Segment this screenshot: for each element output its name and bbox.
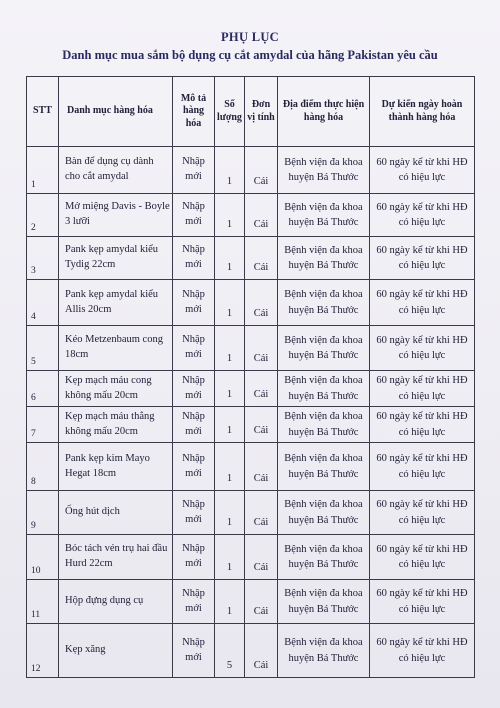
row-stt: 4 — [27, 280, 59, 326]
row-description: Nhập mới — [173, 280, 215, 326]
row-place: Bệnh viện đa khoa huyện Bá Thước — [278, 371, 370, 407]
row-quantity: 1 — [215, 237, 245, 280]
row-item-name: Kẹp xăng — [59, 624, 173, 678]
row-item-name: Pank kẹp amydal kiểu Allis 20cm — [59, 280, 173, 326]
table-row — [27, 371, 475, 407]
table-row — [27, 326, 475, 371]
row-unit: Cái — [245, 443, 278, 491]
row-description: Nhập mới — [173, 371, 215, 407]
row-stt: 10 — [27, 535, 59, 580]
table-row — [27, 280, 475, 326]
row-item-name: Kẹp mạch máu thẳng không mấu 20cm — [59, 407, 173, 443]
table-body — [27, 147, 475, 678]
row-place: Bệnh viện đa khoa huyện Bá Thước — [278, 326, 370, 371]
row-quantity: 1 — [215, 371, 245, 407]
row-stt: 6 — [27, 371, 59, 407]
table-row — [27, 147, 475, 194]
row-quantity: 1 — [215, 580, 245, 624]
document-subtitle: Danh mục mua sắm bộ dụng cụ cắt amydal của hãng Pakistan yêu cầu — [62, 48, 438, 62]
row-unit: Cái — [245, 624, 278, 678]
row-description: Nhập mới — [173, 443, 215, 491]
row-place: Bệnh viện đa khoa huyện Bá Thước — [278, 280, 370, 326]
procurement-table — [26, 76, 475, 678]
row-quantity: 1 — [215, 280, 245, 326]
row-description: Nhập mới — [173, 580, 215, 624]
row-place: Bệnh viện đa khoa huyện Bá Thước — [278, 147, 370, 194]
row-description: Nhập mới — [173, 624, 215, 678]
table-row — [27, 580, 475, 624]
row-place: Bệnh viện đa khoa huyện Bá Thước — [278, 491, 370, 535]
table-row — [27, 194, 475, 237]
table-row — [27, 407, 475, 443]
row-stt: 11 — [27, 580, 59, 624]
row-item-name: Kẹp mạch máu cong không mấu 20cm — [59, 371, 173, 407]
row-stt: 5 — [27, 326, 59, 371]
row-stt: 9 — [27, 491, 59, 535]
row-completion: 60 ngày kể từ khi HĐ có hiệu lực — [370, 535, 475, 580]
row-quantity: 5 — [215, 624, 245, 678]
header-quantity: Số lượng — [215, 77, 245, 147]
row-quantity: 1 — [215, 535, 245, 580]
row-completion: 60 ngày kể từ khi HĐ có hiệu lực — [370, 194, 475, 237]
document-title: PHỤ LỤC — [220, 30, 279, 44]
row-stt: 12 — [27, 624, 59, 678]
row-completion: 60 ngày kể từ khi HĐ có hiệu lực — [370, 491, 475, 535]
row-description: Nhập mới — [173, 237, 215, 280]
row-completion: 60 ngày kể từ khi HĐ có hiệu lực — [370, 580, 475, 624]
row-quantity: 1 — [215, 443, 245, 491]
row-completion: 60 ngày kể từ khi HĐ có hiệu lực — [370, 624, 475, 678]
row-item-name: Bóc tách vén trụ hai đầu Hurd 22cm — [59, 535, 173, 580]
row-completion: 60 ngày kể từ khi HĐ có hiệu lực — [370, 443, 475, 491]
row-completion: 60 ngày kể từ khi HĐ có hiệu lực — [370, 280, 475, 326]
row-description: Nhập mới — [173, 535, 215, 580]
row-quantity: 1 — [215, 326, 245, 371]
row-place: Bệnh viện đa khoa huyện Bá Thước — [278, 535, 370, 580]
row-stt: 7 — [27, 407, 59, 443]
row-place: Bệnh viện đa khoa huyện Bá Thước — [278, 580, 370, 624]
row-stt: 8 — [27, 443, 59, 491]
row-completion: 60 ngày kể từ khi HĐ có hiệu lực — [370, 326, 475, 371]
row-place: Bệnh viện đa khoa huyện Bá Thước — [278, 443, 370, 491]
row-item-name: Pank kẹp kim Mayo Hegat 18cm — [59, 443, 173, 491]
row-quantity: 1 — [215, 491, 245, 535]
row-description: Nhập mới — [173, 407, 215, 443]
row-unit: Cái — [245, 326, 278, 371]
row-quantity: 1 — [215, 194, 245, 237]
table-row — [27, 491, 475, 535]
row-item-name: Hộp đựng dụng cụ — [59, 580, 173, 624]
row-unit: Cái — [245, 147, 278, 194]
row-unit: Cái — [245, 491, 278, 535]
row-description: Nhập mới — [173, 326, 215, 371]
table-row — [27, 535, 475, 580]
table-header-row — [27, 77, 475, 147]
row-unit: Cái — [245, 237, 278, 280]
row-unit: Cái — [245, 280, 278, 326]
row-item-name: Bàn để dụng cụ dành cho cắt amydal — [59, 147, 173, 194]
row-description: Nhập mới — [173, 147, 215, 194]
row-stt: 1 — [27, 147, 59, 194]
row-quantity: 1 — [215, 407, 245, 443]
header-unit: Đơn vị tính — [245, 77, 278, 147]
table-row — [27, 237, 475, 280]
row-completion: 60 ngày kể từ khi HĐ có hiệu lực — [370, 147, 475, 194]
row-unit: Cái — [245, 194, 278, 237]
row-item-name: Pank kẹp amydal kiểu Tydig 22cm — [59, 237, 173, 280]
row-item-name: Kéo Metzenbaum cong 18cm — [59, 326, 173, 371]
row-unit: Cái — [245, 371, 278, 407]
row-quantity: 1 — [215, 147, 245, 194]
row-place: Bệnh viện đa khoa huyện Bá Thước — [278, 237, 370, 280]
table-row — [27, 443, 475, 491]
row-description: Nhập mới — [173, 491, 215, 535]
row-item-name: Ống hút dịch — [59, 491, 173, 535]
row-stt: 3 — [27, 237, 59, 280]
row-place: Bệnh viện đa khoa huyện Bá Thước — [278, 407, 370, 443]
row-completion: 60 ngày kể từ khi HĐ có hiệu lực — [370, 371, 475, 407]
row-unit: Cái — [245, 580, 278, 624]
header-description: Mô tả hàng hóa — [173, 77, 215, 147]
header-item: Danh mục hàng hóa — [59, 77, 173, 147]
row-description: Nhập mới — [173, 194, 215, 237]
row-item-name: Mở miệng Davis - Boyle 3 lưỡi — [59, 194, 173, 237]
row-stt: 2 — [27, 194, 59, 237]
row-place: Bệnh viện đa khoa huyện Bá Thước — [278, 624, 370, 678]
row-completion: 60 ngày kể từ khi HĐ có hiệu lực — [370, 237, 475, 280]
table-row — [27, 624, 475, 678]
row-unit: Cái — [245, 407, 278, 443]
header-stt: STT — [27, 77, 59, 147]
row-place: Bệnh viện đa khoa huyện Bá Thước — [278, 194, 370, 237]
row-completion: 60 ngày kể từ khi HĐ có hiệu lực — [370, 407, 475, 443]
row-unit: Cái — [245, 535, 278, 580]
header-place: Địa điểm thực hiện hàng hóa — [278, 77, 370, 147]
header-completion: Dự kiến ngày hoàn thành hàng hóa — [370, 77, 475, 147]
